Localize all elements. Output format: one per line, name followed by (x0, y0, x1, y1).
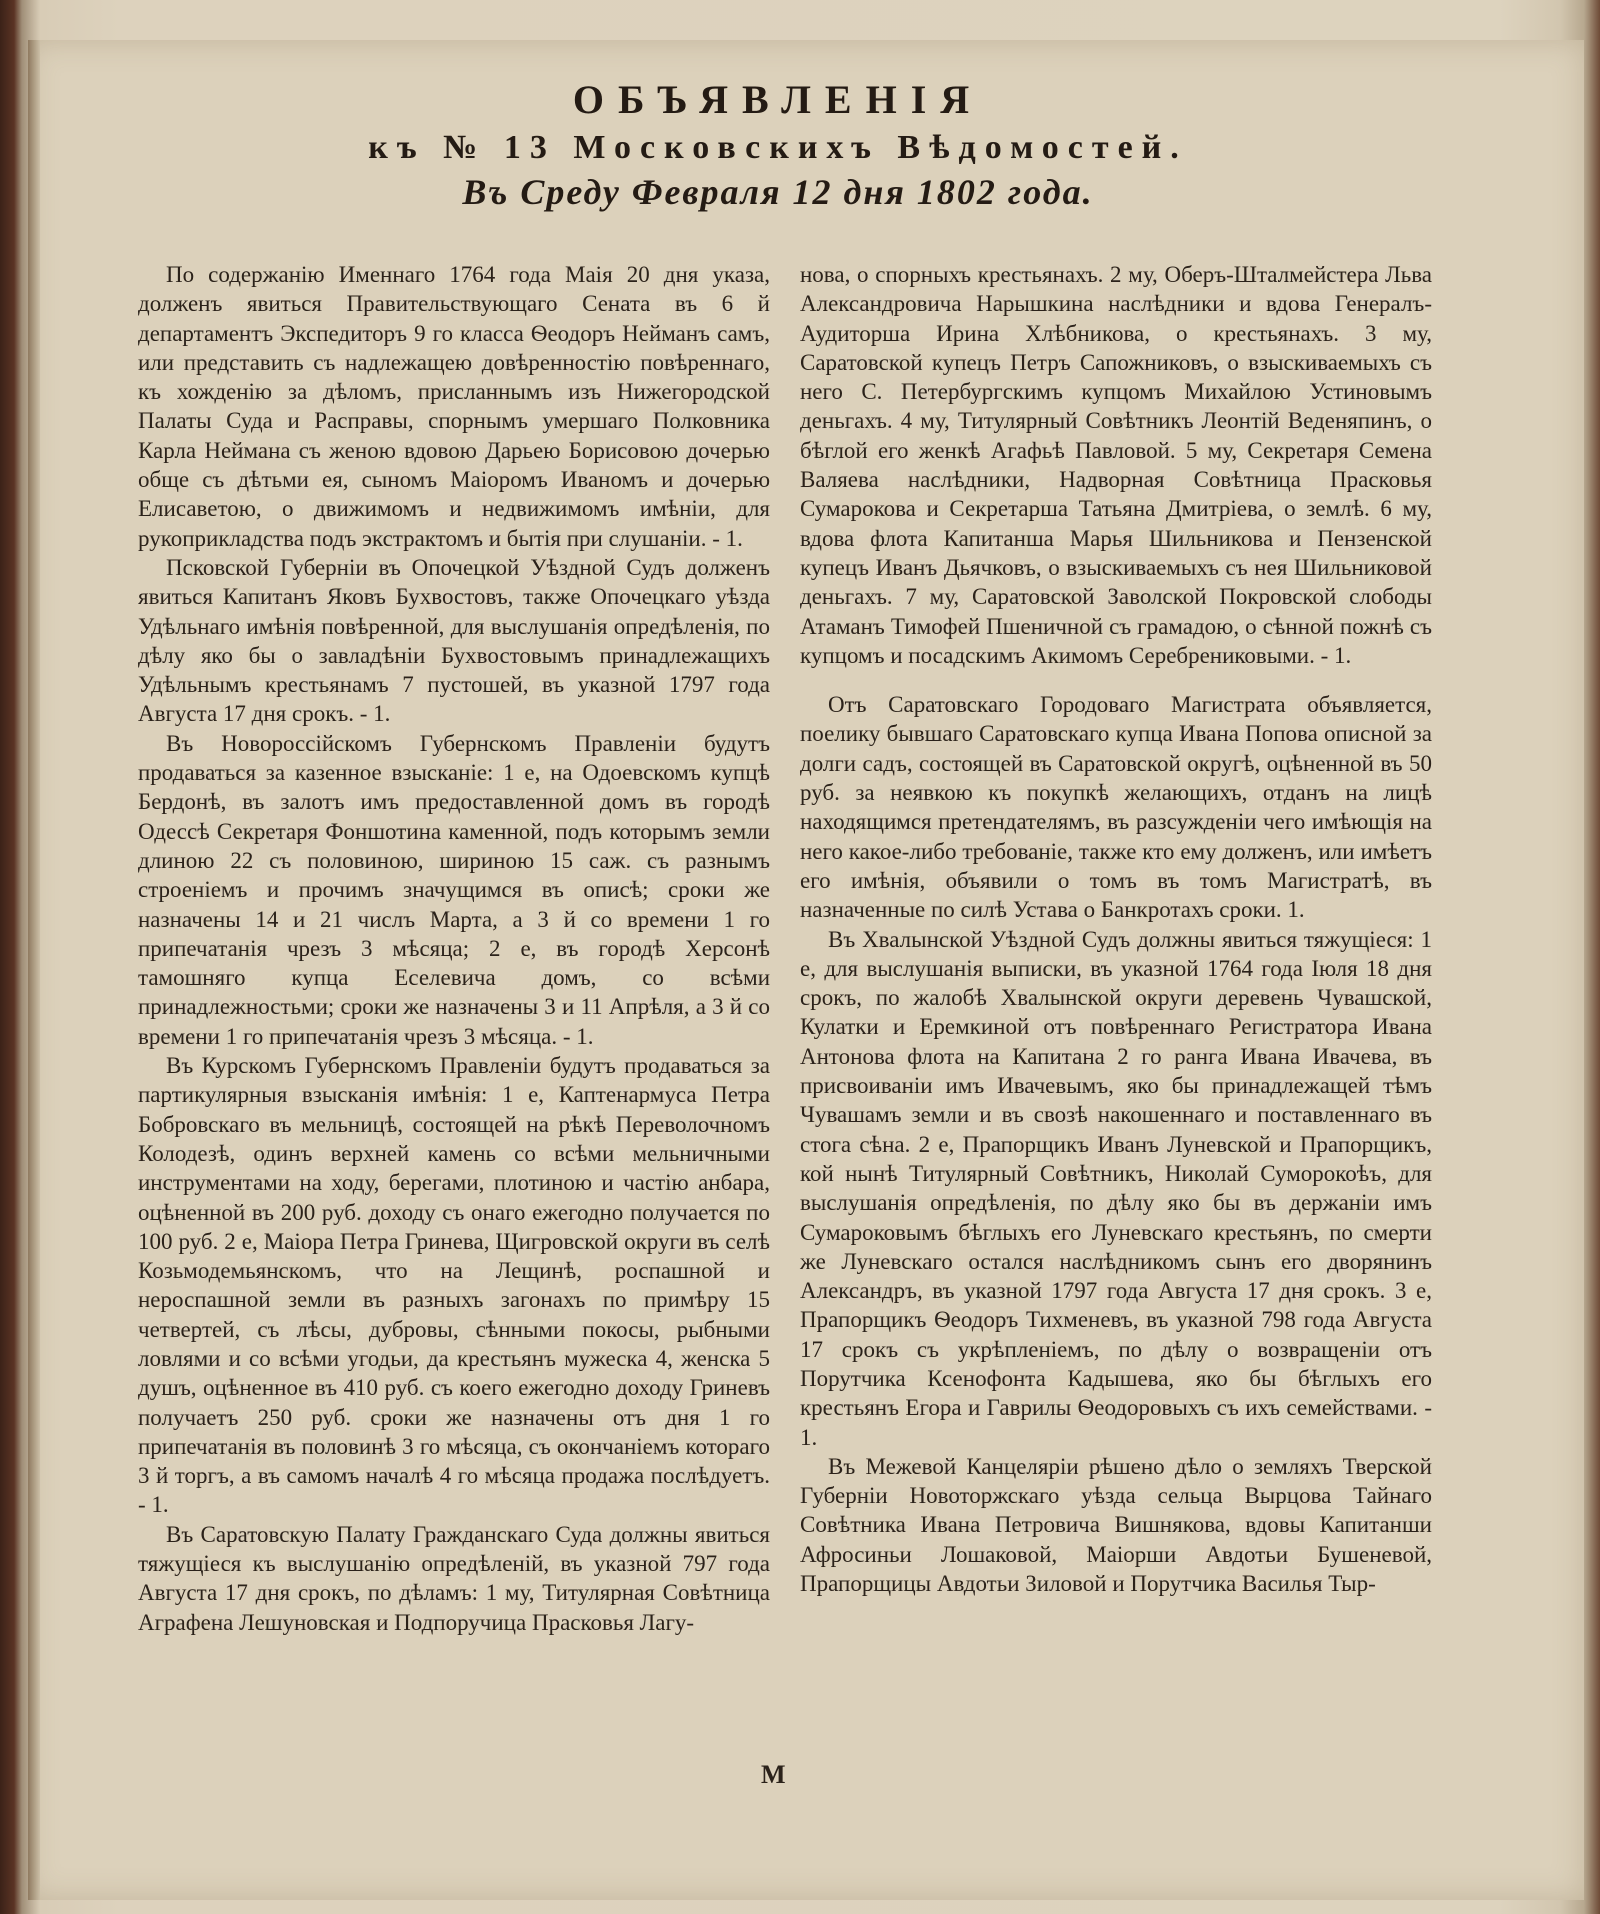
text-columns (138, 260, 1448, 1740)
right-column (800, 260, 1432, 1598)
masthead-title: ОБЪЯВЛЕНІЯ (572, 77, 984, 122)
signature-mark: M (761, 1760, 786, 1789)
newspaper-page (28, 40, 1584, 1900)
masthead-date: Въ Среду Февраля 12 дня 1802 года. (462, 172, 1094, 212)
notice-paragraph: Въ Хвалынской Уѣздной Судъ должны явиться тяжущіеся: 1 е, для выслушанія выписки, въ указной 1764 года Іюля 18 дня срокъ, по жалобѣ Хвалынской округи деревень Чувашской, Кулатки и Еремкиной отъ повѣреннаго Регистратора Ивана Антонова флота на Капитана 2 го ранга Ивана Ивачева, въ присвоиваніи имъ Ивачевымъ, яко бы принадлежащей тѣмъ Чувашамъ земли и въ свозѣ накошеннаго и поставленнаго въ стога сѣна. 2 е, Прапорщикъ Иванъ Луневской и Прапорщикъ, кой нынѣ Титулярный Совѣтникъ, Николай Суморокоѣъ, для выслушанія опредѣленія, по дѣлу яко бы въ держаніи имъ Сумароковымъ бѣглыхъ его Луневскаго крестьянъ, по смерти же Луневскаго остался наслѣдникомъ сынъ его дворянинъ Александръ, въ указной 1797 года Августа 17 дня срокъ. 3 е, Прапорщикъ Ѳеодоръ Тихменевъ, въ указной 798 года Августа 17 срокъ съ укрѣпленіемъ, по дѣлу о возвращеніи отъ Порутчика Ксенофонта Кадышева, яко бы бѣглыхъ его крестьянъ Егора и Гаврилы Ѳеодоровыхъ съ ихъ семействами. - 1. (800, 926, 1432, 1450)
notice-paragraph: Псковской Губерніи въ Опочецкой Уѣздной Судъ долженъ явиться Капитанъ Яковъ Бухвостовъ, также Опочецкаго уѣзда Удѣльнаго имѣнія повѣренной, для выслушанія опредѣленія, по дѣлу яко бы о завладѣніи Бухвостовымъ принадлежащихъ Удѣльнымъ крестьянамъ 7 пустошей, въ указной 1797 года Августа 17 дня срокъ. - 1. (138, 554, 770, 727)
masthead-subtitle: къ № 13 Московскихъ Вѣдомостей. (368, 129, 1188, 166)
continued-paragraph: нова, о спорныхъ крестьянахъ. 2 му, Оберъ-Шталмейстера Льва Александровича Нарышкина наслѣдники и вдова Генералъ-Аудиторша Ирина Хлѣбникова, о крестьянахъ. 3 му, Саратовской купецъ Петръ Сапожниковъ, о взыскиваемыхъ съ него С. Петербургскимъ купцомъ Михайлою Устиновымъ деньгахъ. 4 му, Титулярный Совѣтникъ Леонтій Веденяпинъ, о бѣглой его женкѣ Агафьѣ Павловой. 5 му, Секретаря Семена Валяева наслѣдники, Надворная Совѣтница Прасковья Сумарокова и Секретарша Татьяна Дмитріева, о землѣ. 6 му, вдова флота Капитанша Марья Шильникова и Пензенской купецъ Иванъ Дьячковъ, о взыскиваемыхъ съ нея Шильниковой деньгахъ. 7 му, Саратовской Заволской Покровской слободы Атаманъ Тимофей Пшеничной съ грамадою, о сѣнной пожнѣ съ купцомъ и посадскимъ Акимомъ Серебрениковыми. - 1. (800, 262, 1432, 668)
notice-paragraph: Въ Новороссійскомъ Губернскомъ Правленіи будутъ продаваться за казенное взысканіе: 1 е, на Одоевскомъ купцѣ Бердонѣ, въ залотъ имъ предоставленной домъ въ городѣ Одессѣ Секретаря Фоншотина каменной, подъ которымъ земли длиною 22 съ половиною, шириною 15 саж. съ разнымъ строеніемъ и прочимъ значущимся въ описѣ; сроки же назначены 14 и 21 числъ Марта, а 3 й со времени 1 го припечатанія чрезъ 3 мѣсяца; 2 е, въ городѣ Херсонѣ тамошняго купца Еселевича домъ, со всѣми принадлежностьми; сроки же назначены 3 и 11 Апрѣля, а 3 й со времени 1 го припечатанія чрезъ 3 мѣсяца. - 1. (138, 730, 770, 1049)
left-column (138, 260, 770, 1637)
notice-paragraph: Отъ Саратовскаго Городоваго Магистрата объявляется, поелику бывшаго Саратовскаго купца Ивана Попова описной за долги садъ, состоящей въ Саратовской округѣ, оцѣненной въ 50 руб. за неявкою къ покупкѣ желающихъ, отданъ на лицѣ находящимся претендателямъ, въ разсужденіи чего имѣющія на него какое-либо требованіе, также кто ему долженъ, или имѣетъ его имѣнія, объявили о томъ въ томъ Магистратѣ, въ назначенные по силѣ Устава о Банкротахъ сроки. 1. (800, 692, 1432, 923)
notice-paragraph: По содержанію Именнаго 1764 года Маія 20 дня указа, долженъ явиться Правительствующаго Сената въ 6 й департаментъ Экспедиторъ 9 го класса Ѳеодоръ Нейманъ самъ, или представить съ надлежащею довѣренностію повѣреннаго, къ хожденію за дѣломъ, присланнымъ изъ Нижегородской Палаты Суда и Расправы, спорнымъ умершаго Полковника Карла Неймана съ женою вдовою Дарьею Борисовою дочерью обще съ дѣтьми ея, сыномъ Маіоромъ Иваномъ и дочерью Елисаветою, о движимомъ и недвижимомъ имѣніи, для рукоприкладства подъ экстрактомъ и бытія при слушаніи. - 1. (138, 262, 770, 551)
masthead (128, 76, 1428, 213)
binding-fold (28, 40, 40, 1900)
notice-paragraph: Въ Курскомъ Губернскомъ Правленіи будутъ продаваться за партикулярныя взысканія имѣнія: 1 е, Каптенармуса Петра Бобровскаго въ мельницѣ, состоящей на рѣкѣ Переволочномъ Колодезѣ, одинъ верхней камень со всѣми мельничными инструментами на ходу, берегами, плотиною и частію анбара, оцѣненной въ 200 руб. доходу съ онаго ежегодно получается по 100 руб. 2 е, Маіора Петра Гринева, Щигровской округи въ селѣ Козьмодемьянскомъ, что на Лещинѣ, роспашной и нероспашной земли въ разныхъ загонахъ по примѣру 15 четвертей, съ лѣсы, дубровы, сѣнными покосы, рыбными ловлями и со всѣми угодьи, да крестьянъ мужеска 4, женска 5 душъ, оцѣненное въ 410 руб. съ коего ежегодно доходу Гриневъ получаетъ 250 руб. сроки же назначены отъ дня 1 го припечатанія въ половинѣ 3 го мѣсяца, съ окончаніемъ котораго 3 й торгъ, а въ самомъ началѣ 4 го мѣсяца продажа послѣдуетъ. - 1. (138, 1053, 770, 1518)
notice-paragraph: Въ Межевой Канцеляріи рѣшено дѣло о земляхъ Тверской Губерніи Новоторжскаго уѣзда сельца Вырцова Тайнаго Совѣтника Ивана Петровича Вишнякова, вдовы Капитанши Афросиньи Лошаковой, Маіорши Авдотьи Бушеневой, Прапорщицы Авдотьи Зиловой и Порутчика Василья Тыр- (800, 1453, 1432, 1597)
notice-paragraph: Въ Саратовскую Палату Гражданскаго Суда должны явиться тяжущіеся къ выслушанію опредѣленій, въ указной 797 года Августа 17 дня срокъ, по дѣламъ: 1 му, Титулярная Совѣтница Аграфена Лешуновская и Подпоручица Прасковья Лагу- (138, 1521, 770, 1635)
